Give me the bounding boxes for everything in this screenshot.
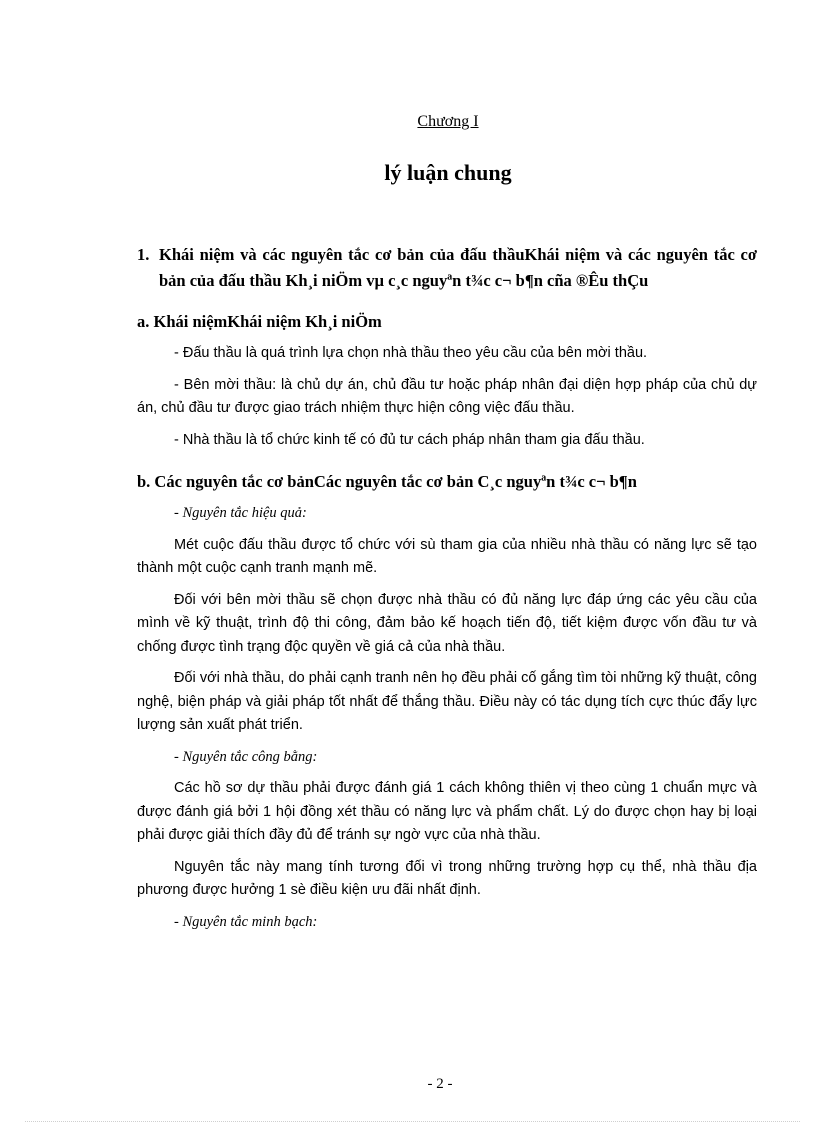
page-number: - 2 - <box>427 1076 453 1092</box>
chapter-label: Chương I <box>417 113 479 130</box>
principle-heading: - Nguyên tắc công bằng: <box>174 748 318 765</box>
body-paragraph: Các hồ sơ dự thầu phải được đánh giá 1 cách không thiên vị theo cùng 1 chuẩn mực và được đánh giá bởi 1 hội đồng xét thầu có năng lực và phẩm chất. Lý do được chọn hay bị loại phải được giải thích đầy đủ để tránh sự ngờ vực của nhà thầu. <box>137 780 757 843</box>
definition-paragraph: - Bên mời thầu: là chủ dự án, chủ đầu tư hoặc pháp nhân đại diện hợp pháp của chủ dự án, chủ đầu tư được giao trách nhiệm thực hiện công việc đấu thầu. <box>137 376 757 416</box>
definition-paragraph: - Nhà thầu là tổ chức kinh tế có đủ tư cách pháp nhân tham gia đấu thầu. <box>174 431 645 448</box>
subsection-b-heading: b. Các nguyên tắc cơ bảnCác nguyên tắc cơ bản C¸c nguyªn t¾c c¬ b¶n <box>137 472 637 491</box>
page-bottom-divider <box>25 1121 800 1122</box>
principle-heading: - Nguyên tắc minh bạch: <box>174 913 318 930</box>
subsection-a-heading: a. Khái niệmKhái niệm Kh¸i niÖm <box>137 312 382 331</box>
section-heading-text: Khái niệm và các nguyên tắc cơ bản của đấu thầuKhái niệm và các nguyên tắc cơ bản của đấu thầu Kh¸i niÖm vµ c¸c nguyªn t¾c c¬ b¶n cña ®Êu thÇu <box>159 245 757 290</box>
body-content <box>137 242 757 934</box>
body-paragraph: Đối với bên mời thầu sẽ chọn được nhà thầu có đủ năng lực đáp ứng các yêu cầu của mình về kỹ thuật, trình độ thi công, đảm bảo kế hoạch tiến độ, tiết kiệm được vốn đầu tư và chống được tình trạng độc quyền về giá cả của nhà thầu. <box>137 591 757 655</box>
body-paragraph: Mét cuộc đấu thầu được tổ chức với sù tham gia của nhiều nhà thầu có năng lực sẽ tạo thành một cuộc cạnh tranh mạnh mẽ. <box>137 536 757 576</box>
body-paragraph: Đối với nhà thầu, do phải cạnh tranh nên họ đều phải cố gắng tìm tòi những kỹ thuật, công nghệ, biện pháp và giải pháp tốt nhất để thắng thầu. Điều này có tác dụng tích cực thúc đẩy lực lượng sản xuất phát triển. <box>137 670 757 733</box>
definition-paragraph: - Đấu thầu là quá trình lựa chọn nhà thầu theo yêu cầu của bên mời thầu. <box>174 345 648 361</box>
principle-heading: - Nguyên tắc hiệu quả: <box>174 505 307 521</box>
body-paragraph: Nguyên tắc này mang tính tương đối vì trong những trường hợp cụ thể, nhà thầu địa phương được hưởng 1 sè điều kiện ưu đãi nhất định. <box>137 858 757 898</box>
section-number: 1. <box>137 245 150 264</box>
section-heading <box>137 242 757 294</box>
chapter-title: lý luận chung <box>384 160 512 185</box>
